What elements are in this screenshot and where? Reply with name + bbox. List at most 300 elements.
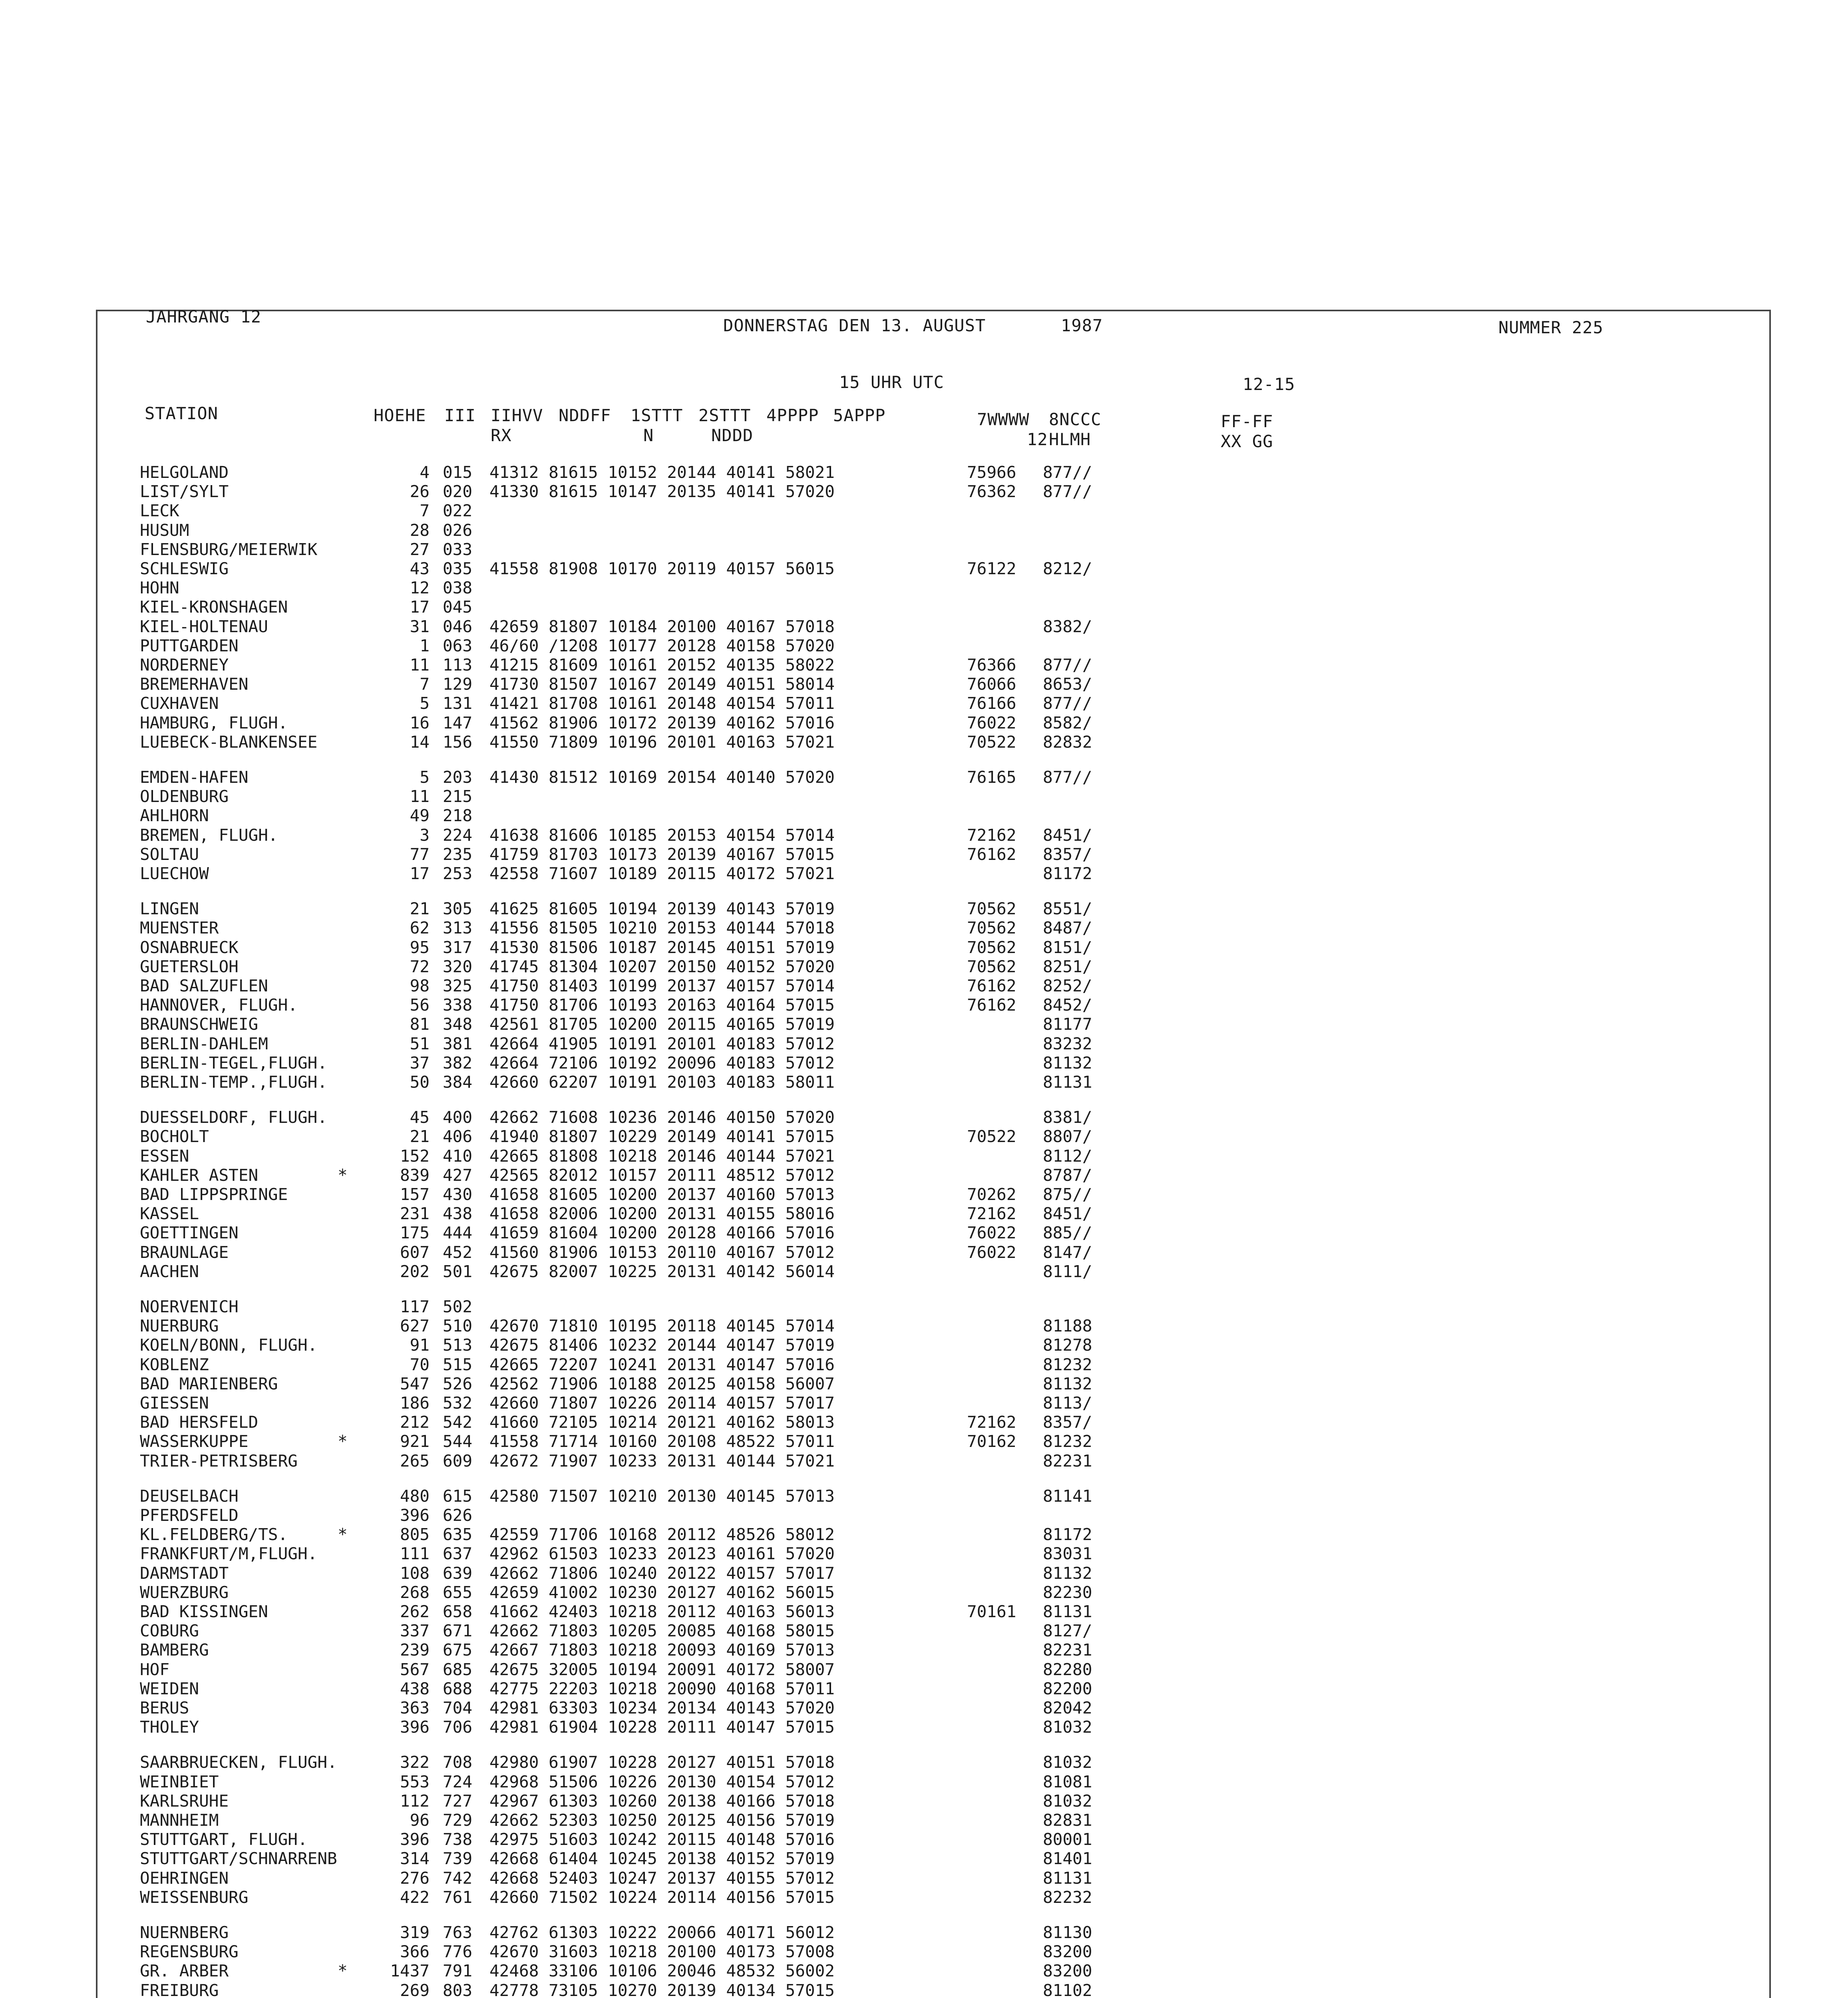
station-height: 438 xyxy=(400,1679,430,1698)
synop-groups: 41659 81604 10200 20128 40166 57016 xyxy=(489,1223,835,1242)
col-7wwww: 7WWWW xyxy=(977,410,1030,429)
station-height: 202 xyxy=(400,1262,430,1281)
station-name: BERLIN-TEGEL,FLUGH. xyxy=(140,1053,327,1073)
station-id: 510 xyxy=(443,1316,473,1335)
synop-groups: 41550 71809 10196 20101 40163 57021 xyxy=(489,732,835,752)
cloud-group: 81172 xyxy=(1043,864,1092,883)
station-height: 268 xyxy=(400,1583,430,1602)
synop-groups: 41215 81609 10161 20152 40135 58022 xyxy=(489,655,835,675)
cloud-group: 82042 xyxy=(1043,1698,1092,1717)
col-4pppp: 4PPPP xyxy=(766,406,819,425)
cloud-group: 80001 xyxy=(1043,1830,1092,1849)
station-height: 265 xyxy=(400,1451,430,1471)
station-id: 685 xyxy=(443,1660,473,1679)
synop-groups: 41430 81512 10169 20154 40140 57020 xyxy=(489,768,835,787)
station-height: 49 xyxy=(410,806,430,825)
weather-group: 70562 xyxy=(967,957,1016,976)
year-label: 1987 xyxy=(1061,316,1103,335)
weather-group: 76362 xyxy=(967,482,1016,501)
station-height: 45 xyxy=(410,1108,430,1127)
station-height: 96 xyxy=(410,1811,430,1830)
station-id: 026 xyxy=(443,521,473,540)
station-name: BAD HERSFELD xyxy=(140,1413,259,1432)
station-id: 325 xyxy=(443,976,473,995)
station-id: 203 xyxy=(443,768,473,787)
station-height: 322 xyxy=(400,1753,430,1772)
table-row xyxy=(0,1034,1848,1053)
cloud-group: 81132 xyxy=(1043,1374,1092,1393)
station-name: BAD LIPPSPRINGE xyxy=(140,1185,288,1204)
station-height: 396 xyxy=(400,1830,430,1849)
synop-groups: 42967 61303 10260 20138 40166 57018 xyxy=(489,1791,835,1811)
station-id: 129 xyxy=(443,675,473,694)
station-name: THOLEY xyxy=(140,1717,199,1737)
station-id: 430 xyxy=(443,1185,473,1204)
table-row xyxy=(0,1073,1848,1092)
table-row xyxy=(0,899,1848,918)
station-id: 020 xyxy=(443,482,473,501)
station-height: 157 xyxy=(400,1185,430,1204)
station-id: 742 xyxy=(443,1869,473,1888)
station-id: 015 xyxy=(443,463,473,482)
station-name: BERLIN-TEMP.,FLUGH. xyxy=(140,1073,327,1092)
station-name: BREMERHAVEN xyxy=(140,675,249,694)
table-row xyxy=(0,1660,1848,1679)
weather-group: 70262 xyxy=(967,1185,1016,1204)
weather-group: 70161 xyxy=(967,1602,1016,1621)
cloud-group: 885// xyxy=(1043,1223,1092,1242)
station-name: MANNHEIM xyxy=(140,1811,219,1830)
cloud-group: 8787/ xyxy=(1043,1166,1092,1185)
station-height: 314 xyxy=(400,1849,430,1868)
col-2sttt: 2STTT xyxy=(698,406,751,425)
station-height: 70 xyxy=(410,1355,430,1374)
station-name: GR. ARBER xyxy=(140,1961,229,1980)
station-height: 567 xyxy=(400,1660,430,1679)
station-id: 803 xyxy=(443,1981,473,1998)
weather-group: 76122 xyxy=(967,559,1016,578)
station-id: 544 xyxy=(443,1432,473,1451)
station-id: 501 xyxy=(443,1262,473,1281)
station-height: 117 xyxy=(400,1297,430,1316)
station-name: GOETTINGEN xyxy=(140,1223,239,1242)
table-row xyxy=(0,1564,1848,1583)
station-height: 17 xyxy=(410,864,430,883)
station-height: 553 xyxy=(400,1772,430,1791)
col-iii: III xyxy=(444,406,476,425)
station-name: HOHN xyxy=(140,578,179,597)
station-height: 31 xyxy=(410,617,430,636)
cloud-group: 8111/ xyxy=(1043,1262,1092,1281)
table-row xyxy=(0,957,1848,976)
station-name: SAARBRUECKEN, FLUGH. xyxy=(140,1753,337,1772)
table-row xyxy=(0,1335,1848,1355)
col-2sttt-sub: NDDD xyxy=(711,426,754,445)
station-id: 381 xyxy=(443,1034,473,1053)
synop-groups: 42659 41002 10230 20127 40162 56015 xyxy=(489,1583,835,1602)
synop-groups: 41750 81706 10193 20163 40164 57015 xyxy=(489,995,835,1015)
synop-groups: 41658 81605 10200 20137 40160 57013 xyxy=(489,1185,835,1204)
cloud-group: 8487/ xyxy=(1043,918,1092,937)
station-name: HANNOVER, FLUGH. xyxy=(140,995,298,1015)
table-row xyxy=(0,1108,1848,1127)
station-name: LIST/SYLT xyxy=(140,482,229,501)
table-row xyxy=(0,1262,1848,1281)
station-id: 761 xyxy=(443,1888,473,1907)
station-height: 363 xyxy=(400,1698,430,1717)
table-row xyxy=(0,938,1848,957)
station-name: KOBLENZ xyxy=(140,1355,209,1374)
station-id: 763 xyxy=(443,1923,473,1942)
table-row xyxy=(0,864,1848,883)
synop-groups: 42665 81808 10218 20146 40144 57021 xyxy=(489,1146,835,1166)
col-station: STATION xyxy=(145,404,219,423)
synop-groups: 42660 62207 10191 20103 40183 58011 xyxy=(489,1073,835,1092)
synop-groups: 42675 81406 10232 20144 40147 57019 xyxy=(489,1335,835,1355)
station-height: 43 xyxy=(410,559,430,578)
mountain-marker: * xyxy=(338,1961,348,1980)
cloud-group: 81032 xyxy=(1043,1717,1092,1737)
station-id: 615 xyxy=(443,1487,473,1506)
cloud-group: 81131 xyxy=(1043,1073,1092,1092)
station-name: HUSUM xyxy=(140,521,189,540)
col-8nccc-sub: HLMH xyxy=(1049,430,1091,449)
synop-groups: 42662 71806 10240 20122 40157 57017 xyxy=(489,1564,835,1583)
synop-groups: 41560 81906 10153 20110 40167 57012 xyxy=(489,1243,835,1262)
cloud-group: 81232 xyxy=(1043,1355,1092,1374)
station-name: MUENSTER xyxy=(140,918,219,937)
cloud-group: 877// xyxy=(1043,482,1092,501)
cloud-group: 8582/ xyxy=(1043,713,1092,732)
synop-groups: 42662 71803 10205 20085 40168 58015 xyxy=(489,1621,835,1640)
station-height: 422 xyxy=(400,1888,430,1907)
cloud-group: 81130 xyxy=(1043,1923,1092,1942)
station-height: 1437 xyxy=(390,1961,430,1980)
cloud-group: 8551/ xyxy=(1043,899,1092,918)
col-nddff: NDDFF xyxy=(559,406,611,425)
station-name: BOCHOLT xyxy=(140,1127,209,1146)
station-name: BERUS xyxy=(140,1698,189,1717)
station-id: 626 xyxy=(443,1506,473,1525)
station-height: 239 xyxy=(400,1640,430,1660)
synop-groups: 42775 22203 10218 20090 40168 57011 xyxy=(489,1679,835,1698)
cloud-group: 877// xyxy=(1043,694,1092,713)
station-name: HOF xyxy=(140,1660,170,1679)
table-row xyxy=(0,1487,1848,1506)
table-row xyxy=(0,713,1848,732)
cloud-group: 82280 xyxy=(1043,1660,1092,1679)
station-name: TRIER-PETRISBERG xyxy=(140,1451,298,1471)
weather-group: 70522 xyxy=(967,732,1016,752)
station-height: 7 xyxy=(420,675,430,694)
station-id: 046 xyxy=(443,617,473,636)
station-id: 038 xyxy=(443,578,473,597)
cloud-group: 82230 xyxy=(1043,1583,1092,1602)
table-row xyxy=(0,1811,1848,1830)
table-row xyxy=(0,1544,1848,1563)
cloud-group: 81132 xyxy=(1043,1564,1092,1583)
synop-groups: 42662 52303 10250 20125 40156 57019 xyxy=(489,1811,835,1830)
cloud-group: 81232 xyxy=(1043,1432,1092,1451)
station-name: GUETERSLOH xyxy=(140,957,239,976)
synop-groups: 42675 32005 10194 20091 40172 58007 xyxy=(489,1660,835,1679)
station-name: WASSERKUPPE xyxy=(140,1432,249,1451)
synop-groups: 41662 42403 10218 20112 40163 56013 xyxy=(489,1602,835,1621)
station-id: 427 xyxy=(443,1166,473,1185)
cloud-group: 8147/ xyxy=(1043,1243,1092,1262)
synop-groups: 42660 71502 10224 20114 40156 57015 xyxy=(489,1888,835,1907)
station-height: 56 xyxy=(410,995,430,1015)
table-row xyxy=(0,1297,1848,1316)
table-row xyxy=(0,1204,1848,1223)
synop-groups: 41558 71714 10160 20108 48522 57011 xyxy=(489,1432,835,1451)
col-1sttt: 1STTT xyxy=(631,406,683,425)
station-name: WEIDEN xyxy=(140,1679,199,1698)
table-row xyxy=(0,1942,1848,1961)
date-label: DONNERSTAG DEN 13. AUGUST xyxy=(723,316,986,335)
station-name: FREIBURG xyxy=(140,1981,219,1998)
table-row xyxy=(0,617,1848,636)
synop-groups: 41759 81703 10173 20139 40167 57015 xyxy=(489,845,835,864)
station-name: CUXHAVEN xyxy=(140,694,219,713)
cloud-group: 8251/ xyxy=(1043,957,1092,976)
table-row xyxy=(0,1772,1848,1791)
station-name: REGENSBURG xyxy=(140,1942,239,1961)
cloud-group: 877// xyxy=(1043,463,1092,482)
col-ff-sub: XX GG xyxy=(1221,432,1273,451)
station-height: 17 xyxy=(410,597,430,617)
table-row xyxy=(0,578,1848,597)
station-id: 410 xyxy=(443,1146,473,1166)
station-id: 305 xyxy=(443,899,473,918)
station-height: 62 xyxy=(410,918,430,937)
station-id: 658 xyxy=(443,1602,473,1621)
cloud-group: 8151/ xyxy=(1043,938,1092,957)
station-height: 186 xyxy=(400,1393,430,1413)
station-id: 444 xyxy=(443,1223,473,1242)
station-height: 16 xyxy=(410,713,430,732)
station-name: GIESSEN xyxy=(140,1393,209,1413)
station-id: 131 xyxy=(443,694,473,713)
cloud-group: 8127/ xyxy=(1043,1621,1092,1640)
cloud-group: 82232 xyxy=(1043,1888,1092,1907)
table-row xyxy=(0,1185,1848,1204)
station-name: PUTTGARDEN xyxy=(140,636,239,655)
table-row xyxy=(0,636,1848,655)
station-name: HELGOLAND xyxy=(140,463,229,482)
station-id: 320 xyxy=(443,957,473,976)
station-id: 727 xyxy=(443,1791,473,1811)
station-name: STUTTGART, FLUGH. xyxy=(140,1830,308,1849)
station-name: BERLIN-DAHLEM xyxy=(140,1034,268,1053)
station-height: 77 xyxy=(410,845,430,864)
table-row xyxy=(0,845,1848,864)
weather-group: 76022 xyxy=(967,1223,1016,1242)
station-name: BAMBERG xyxy=(140,1640,209,1660)
weather-group: 75966 xyxy=(967,463,1016,482)
station-height: 51 xyxy=(410,1034,430,1053)
synop-groups: 42659 81807 10184 20100 40167 57018 xyxy=(489,617,835,636)
station-id: 704 xyxy=(443,1698,473,1717)
station-id: 438 xyxy=(443,1204,473,1223)
station-height: 319 xyxy=(400,1923,430,1942)
station-id: 338 xyxy=(443,995,473,1015)
cloud-group: 8113/ xyxy=(1043,1393,1092,1413)
col-1sttt-sub: N xyxy=(643,426,654,445)
table-row xyxy=(0,826,1848,845)
synop-groups: 42675 82007 10225 20131 40142 56014 xyxy=(489,1262,835,1281)
station-id: 729 xyxy=(443,1811,473,1830)
synop-groups: 41660 72105 10214 20121 40162 58013 xyxy=(489,1413,835,1432)
table-row xyxy=(0,1355,1848,1374)
table-row xyxy=(0,787,1848,806)
cloud-group: 81081 xyxy=(1043,1772,1092,1791)
station-id: 147 xyxy=(443,713,473,732)
weather-group: 76022 xyxy=(967,713,1016,732)
synop-groups: 41421 81708 10161 20148 40154 57011 xyxy=(489,694,835,713)
station-id: 218 xyxy=(443,806,473,825)
station-name: NORDERNEY xyxy=(140,655,229,675)
cloud-group: 83200 xyxy=(1043,1942,1092,1961)
cloud-group: 8653/ xyxy=(1043,675,1092,694)
cloud-group: 83232 xyxy=(1043,1034,1092,1053)
station-name: KIEL-HOLTENAU xyxy=(140,617,268,636)
station-id: 313 xyxy=(443,918,473,937)
synop-groups: 42962 61503 10233 20123 40161 57020 xyxy=(489,1544,835,1563)
col-8nccc: 8NCCC xyxy=(1049,410,1102,429)
synop-groups: 42561 81705 10200 20115 40165 57019 xyxy=(489,1015,835,1034)
cloud-group: 81032 xyxy=(1043,1753,1092,1772)
station-height: 21 xyxy=(410,1127,430,1146)
station-name: LINGEN xyxy=(140,899,199,918)
table-row xyxy=(0,1374,1848,1393)
table-row xyxy=(0,1888,1848,1907)
cloud-group: 81177 xyxy=(1043,1015,1092,1034)
table-row xyxy=(0,655,1848,675)
station-name: BAD SALZUFLEN xyxy=(140,976,268,995)
cloud-group: 81278 xyxy=(1043,1335,1092,1355)
col-7wwww-sub: 12 xyxy=(1027,430,1048,449)
station-id: 253 xyxy=(443,864,473,883)
cloud-group: 8252/ xyxy=(1043,976,1092,995)
synop-groups: 41312 81615 10152 20144 40141 58021 xyxy=(489,463,835,482)
mountain-marker: * xyxy=(338,1166,348,1185)
weather-group: 70162 xyxy=(967,1432,1016,1451)
table-row xyxy=(0,768,1848,787)
weather-group: 76022 xyxy=(967,1243,1016,1262)
cloud-group: 8381/ xyxy=(1043,1108,1092,1127)
synop-groups: 42670 31603 10218 20100 40173 57008 xyxy=(489,1942,835,1961)
range-label: 12-15 xyxy=(1243,374,1295,394)
synop-groups: 42665 72207 10241 20131 40147 57016 xyxy=(489,1355,835,1374)
synop-groups: 42975 51603 10242 20115 40148 57016 xyxy=(489,1830,835,1849)
station-name: DEUSELBACH xyxy=(140,1487,239,1506)
station-name: EMDEN-HAFEN xyxy=(140,768,249,787)
station-id: 400 xyxy=(443,1108,473,1127)
synop-groups: 42559 71706 10168 20112 48526 58012 xyxy=(489,1525,835,1544)
station-name: AACHEN xyxy=(140,1262,199,1281)
station-name: COBURG xyxy=(140,1621,199,1640)
cloud-group: 81102 xyxy=(1043,1981,1092,1998)
station-name: PFERDSFELD xyxy=(140,1506,239,1525)
station-id: 675 xyxy=(443,1640,473,1660)
cloud-group: 82231 xyxy=(1043,1451,1092,1471)
station-id: 639 xyxy=(443,1564,473,1583)
station-id: 708 xyxy=(443,1753,473,1772)
table-row xyxy=(0,1393,1848,1413)
table-row xyxy=(0,540,1848,559)
table-row xyxy=(0,1640,1848,1660)
station-id: 045 xyxy=(443,597,473,617)
synop-groups: 41745 81304 10207 20150 40152 57020 xyxy=(489,957,835,976)
station-height: 112 xyxy=(400,1791,430,1811)
synop-groups: 41750 81403 10199 20137 40157 57014 xyxy=(489,976,835,995)
weather-group: 70562 xyxy=(967,938,1016,957)
table-row xyxy=(0,1791,1848,1811)
weather-group: 76066 xyxy=(967,675,1016,694)
station-height: 3 xyxy=(420,826,430,845)
station-name: LUEBECK-BLANKENSEE xyxy=(140,732,318,752)
station-name: WEINBIET xyxy=(140,1772,219,1791)
cloud-group: 81131 xyxy=(1043,1869,1092,1888)
station-height: 37 xyxy=(410,1053,430,1073)
synop-groups: 42670 71810 10195 20118 40145 57014 xyxy=(489,1316,835,1335)
station-height: 152 xyxy=(400,1146,430,1166)
cloud-group: 81172 xyxy=(1043,1525,1092,1544)
table-row xyxy=(0,1316,1848,1335)
cloud-group: 8212/ xyxy=(1043,559,1092,578)
station-height: 12 xyxy=(410,578,430,597)
station-id: 113 xyxy=(443,655,473,675)
station-id: 452 xyxy=(443,1243,473,1262)
cloud-group: 81132 xyxy=(1043,1053,1092,1073)
synop-groups: 41658 82006 10200 20131 40155 58016 xyxy=(489,1204,835,1223)
station-height: 627 xyxy=(400,1316,430,1335)
weather-group: 76165 xyxy=(967,768,1016,787)
weather-group: 76162 xyxy=(967,995,1016,1015)
synop-groups: 41940 81807 10229 20149 40141 57015 xyxy=(489,1127,835,1146)
station-id: 526 xyxy=(443,1374,473,1393)
station-name: NOERVENICH xyxy=(140,1297,239,1316)
station-id: 382 xyxy=(443,1053,473,1073)
station-height: 72 xyxy=(410,957,430,976)
station-name: KASSEL xyxy=(140,1204,199,1223)
synop-groups: 42672 71907 10233 20131 40144 57021 xyxy=(489,1451,835,1471)
station-height: 4 xyxy=(420,463,430,482)
synop-groups: 41330 81615 10147 20135 40141 57020 xyxy=(489,482,835,501)
table-row xyxy=(0,918,1848,937)
station-id: 637 xyxy=(443,1544,473,1563)
time-label: 15 UHR UTC xyxy=(839,372,944,392)
station-id: 317 xyxy=(443,938,473,957)
station-name: KAHLER ASTEN xyxy=(140,1166,259,1185)
weather-group: 76166 xyxy=(967,694,1016,713)
station-height: 21 xyxy=(410,899,430,918)
cloud-group: 81131 xyxy=(1043,1602,1092,1621)
synop-groups: 41730 81507 10167 20149 40151 58014 xyxy=(489,675,835,694)
station-height: 111 xyxy=(400,1544,430,1563)
station-id: 739 xyxy=(443,1849,473,1868)
cloud-group: 81141 xyxy=(1043,1487,1092,1506)
station-height: 262 xyxy=(400,1602,430,1621)
station-height: 396 xyxy=(400,1717,430,1737)
synop-groups: 42664 72106 10192 20096 40183 57012 xyxy=(489,1053,835,1073)
station-name: LUECHOW xyxy=(140,864,209,883)
station-id: 724 xyxy=(443,1772,473,1791)
table-row xyxy=(0,1698,1848,1717)
station-id: 033 xyxy=(443,540,473,559)
station-name: DUESSELDORF, FLUGH. xyxy=(140,1108,327,1127)
